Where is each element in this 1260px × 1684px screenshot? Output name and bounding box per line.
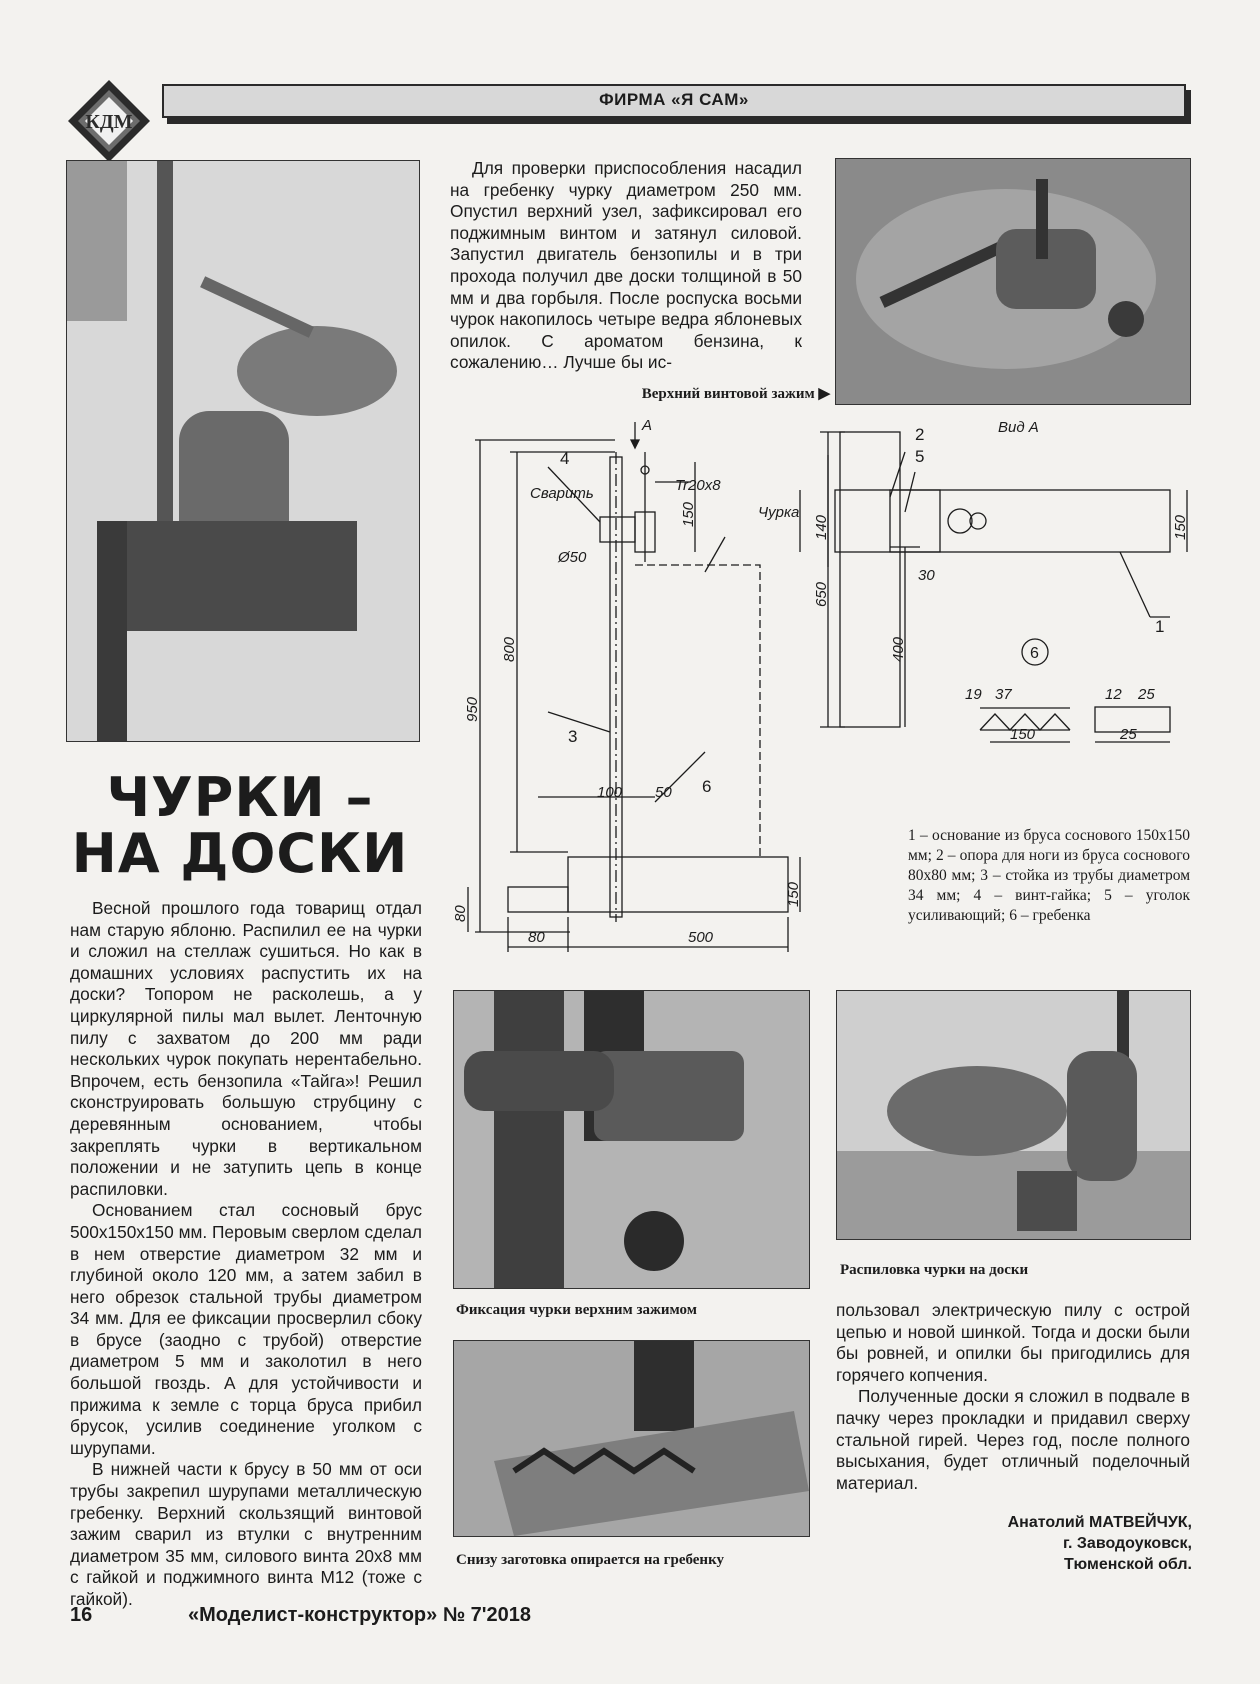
page-number: 16 [70, 1604, 93, 1626]
dim-150-view: 150 [1172, 514, 1189, 540]
dim-30: 30 [918, 567, 935, 584]
dim-100: 100 [597, 784, 623, 801]
callout-4: 4 [560, 449, 570, 468]
thread-label: Tr20x8 [675, 477, 721, 494]
paragraph: Для проверки приспособления насадил на гребенку чурку диаметром 250 мм. Опустил верхний узел, зафиксировал его поджимным винтом и затянул силовой. Запустил двигатель бензопилы и в три прохода получил две доски толщиной в 50 мм и два горбыля. После роспуска восьми чурок накопилось четыре ведра яблоневых опилок. С ароматом бензина, к сожалению… Лучше бы ис- [450, 158, 802, 373]
comb-dim-150: 150 [1010, 726, 1036, 743]
caption-upper-clamp: Верхний винтовой зажим ▶ [641, 386, 830, 402]
paragraph: Основанием стал сосновый брус 500x150x150 мм. Перовым сверлом сделал в нем отверстие диаметром 32 мм и глубиной около 120 мм, а затем забил в него обрезок стальной трубы диаметром 34 мм. Для ее фиксации просверлил сбоку в брусе (заодно с трубой) отверстие диаметром 5 мм и заколотил в него большой гвоздь. А для устойчивости и прижима к земле с торца бруса прибил брусок, усилив соединение уголком с шурупами. [70, 1200, 422, 1458]
author-city: г. Заводоуковск, [1062, 1535, 1192, 1552]
paragraph: Полученные доски я сложил в подвале в пачку через прокладки и придавил сверху стальной гирей. Через год, после полного высыхания, будет отличный поделочный материал. [836, 1386, 1190, 1493]
comb-dim-25a: 25 [1138, 686, 1155, 703]
callout-5: 5 [915, 447, 925, 466]
detail-6-label: 6 [1030, 645, 1039, 662]
dim-400: 400 [890, 636, 907, 662]
dim-150-base: 150 [785, 881, 802, 907]
view-a-label: Вид А [998, 419, 1039, 436]
callout-3: 3 [568, 727, 578, 746]
magazine-issue: «Моделист-конструктор» № 7'2018 [188, 1604, 532, 1626]
paragraph: пользовал электрическую пилу с острой цепью и новой шинкой. Тогда и доски были бы ровней, и опилки бы пригодились для горячего копчения. [836, 1300, 1190, 1385]
magazine-logo [66, 78, 152, 164]
caption-comb: Снизу заготовка опирается на гребенку [456, 1552, 725, 1568]
callout-1: 1 [1155, 617, 1165, 636]
dim-80-height: 80 [452, 905, 469, 922]
svg-text:КДМ: КДМ [85, 111, 133, 133]
photo-sawing [836, 990, 1191, 1240]
section-header-bar [162, 84, 1186, 118]
comb-dim-25b: 25 [1120, 726, 1137, 743]
dim-80-width: 80 [528, 929, 545, 946]
diameter-label: Ø50 [558, 549, 587, 566]
dim-800: 800 [501, 636, 518, 662]
callout-2: 2 [915, 425, 925, 444]
comb-dim-19: 19 [965, 686, 982, 703]
dim-150-top: 150 [680, 501, 697, 527]
photo-comb [453, 1340, 810, 1537]
drawing-legend: 1 – основание из бруса соснового 150x150 мм; 2 – опора для ноги из бруса соснового 80x80 мм; 3 – стойка из трубы диаметром 34 мм; 4 – винт-гайка; 5 – уголок усиливающий; 6 – гребенка [908, 827, 1190, 924]
author-signature [832, 1512, 1192, 1575]
photo-fixation-clamp [453, 990, 810, 1289]
author-name: Анатолий МАТВЕЙЧУК, [1007, 1514, 1192, 1531]
arrow-a-label: А [642, 417, 653, 434]
caption-sawing: Распиловка чурки на доски [840, 1262, 1029, 1278]
headline-line-1: ЧУРКИ – [106, 766, 374, 829]
section-title: ФИРМА «Я САМ» [599, 90, 749, 109]
photo-stand-with-chainsaw [66, 160, 420, 742]
comb-dim-37: 37 [995, 686, 1012, 703]
dim-500: 500 [688, 929, 714, 946]
middle-column-text [450, 158, 802, 374]
callout-6: 6 [702, 777, 712, 796]
dim-950: 950 [464, 696, 481, 722]
dim-140: 140 [813, 514, 830, 540]
photo-upper-clamp [835, 158, 1191, 405]
left-column-text [70, 898, 422, 1611]
paragraph: В нижней части к брусу в 50 мм от оси трубы закрепил шурупами металлическую гребенку. Верхний скользящий винтовой зажим сварил из втулки с внутренним диаметром 35 мм, силового винта 20x8 мм с гайкой и поджимного винта М12 (тоже с гайкой). [70, 1459, 422, 1609]
block-label: Чурка [758, 504, 800, 521]
article-headline [70, 766, 410, 885]
weld-label: Сварить [530, 485, 594, 502]
headline-line-2: НА ДОСКИ [71, 822, 409, 885]
caption-fixation: Фиксация чурки верхним зажимом [456, 1302, 697, 1318]
comb-dim-12: 12 [1105, 686, 1122, 703]
author-region: Тюменской обл. [1063, 1556, 1192, 1573]
paragraph: Весной прошлого года товарищ отдал нам старую яблоню. Распилил ее на чурки и сложил на стеллаж сушиться. Но как в домашних условиях распустить их на доски? Топором не расколешь, а у циркулярной пилы мал вылет. Ленточную пилу с захватом до 200 мм ради нескольких чурок покупать нерентабельно. Впрочем, есть бензопила «Тайга»! Решил сконструировать большую струбцину с деревянным основанием, чтобы закреплять чурки в вертикальном положении и не затупить цепь в конце распиловки. [70, 898, 422, 1199]
dim-650: 650 [813, 581, 830, 607]
right-column-text [836, 1300, 1190, 1494]
dim-50: 50 [655, 784, 672, 801]
